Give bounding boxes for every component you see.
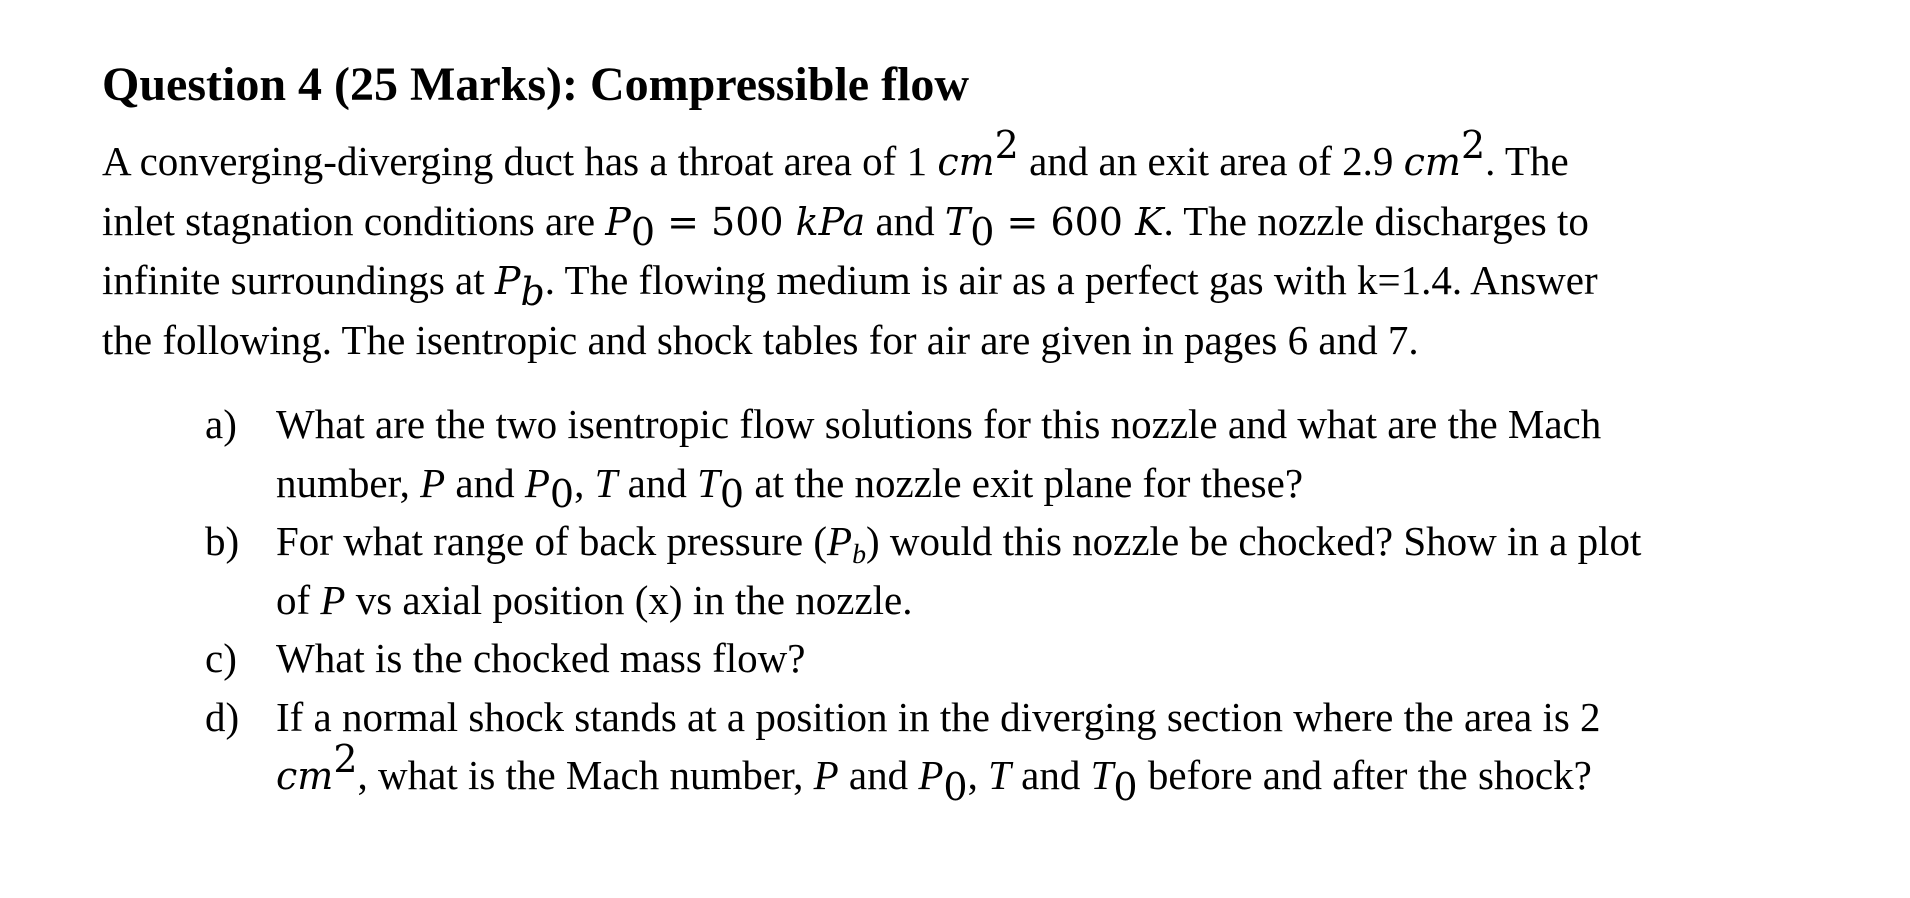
subscript-0: 0 (943, 764, 968, 809)
part-a (102, 395, 1862, 517)
text: and (617, 459, 698, 506)
superscript-2: 2 (994, 122, 1019, 167)
part-line (276, 512, 1862, 571)
equation-text: = 600 (994, 199, 1136, 244)
part-line (276, 571, 1862, 630)
statement-line-3 (102, 251, 1862, 314)
statement-line-1 (102, 122, 1862, 192)
subscript-0: 0 (719, 472, 745, 517)
problem-statement (102, 122, 1862, 369)
text: , (967, 752, 989, 798)
text: vs axial position (x) in the nozzle. (345, 576, 913, 623)
part-marker: a) (205, 401, 237, 447)
text: , what is the Mach number, (357, 752, 814, 798)
text: and (1010, 752, 1091, 798)
symbol-T: T (594, 459, 618, 506)
unit-kPa: kPa (795, 199, 866, 244)
text: and an exit area of 2.9 (1018, 138, 1404, 184)
subscript-b: b (852, 538, 867, 570)
subscript-0: 0 (630, 210, 656, 255)
part-marker: b) (205, 518, 240, 564)
question-title: Question 4 (25 Marks): Compressible flow (102, 58, 970, 111)
symbol-T: T (1090, 752, 1114, 798)
subscript-0: 0 (970, 210, 995, 255)
text: and (865, 197, 945, 244)
text: at the nozzle exit plane for these? (744, 459, 1304, 506)
text: infinite surroundings at (102, 257, 495, 303)
part-b (102, 512, 1862, 629)
text: and (838, 752, 919, 798)
symbol-P: P (494, 259, 521, 303)
symbol-P: P (320, 576, 346, 623)
symbol-T: T (944, 199, 971, 244)
unit-cm: cm (1403, 140, 1461, 184)
symbol-P: P (918, 752, 944, 798)
text: , (574, 459, 595, 506)
question-parts-list (102, 395, 1862, 809)
symbol-P: P (524, 459, 550, 506)
part-line: What are the two isentropic flow solutions for this nozzle and what are the Mach (276, 401, 1602, 447)
part-d (102, 688, 1862, 809)
subscript-b: b (520, 269, 545, 314)
unit-cm: cm (276, 754, 334, 798)
text: . The nozzle discharges to (1163, 197, 1589, 244)
symbol-T: T (697, 459, 720, 506)
part-text (276, 512, 1862, 629)
superscript-2: 2 (1460, 122, 1486, 167)
part-line: If a normal shock stands at a position in the diverging section where the area is 2 (276, 693, 1601, 740)
statement-line-4: the following. The isentropic and shock tables for air are given in pages 6 and 7. (102, 316, 1419, 363)
symbol-P: P (813, 752, 839, 798)
part-line: What is the chocked mass flow? (276, 635, 806, 681)
symbol-T: T (988, 752, 1011, 798)
superscript-2: 2 (333, 736, 358, 781)
part-text (276, 629, 1862, 688)
unit-K: K (1135, 199, 1164, 244)
unit-cm: cm (937, 140, 995, 184)
statement-line-2 (102, 192, 1862, 255)
text: A converging-diverging duct has a throat area of 1 (102, 138, 938, 184)
text: number, (276, 459, 421, 506)
equation-text: = 500 (655, 199, 796, 244)
text: . The (1485, 138, 1569, 184)
text: ) would this nozzle be chocked? Show in a plot (866, 518, 1642, 564)
subscript-0: 0 (549, 472, 575, 517)
text: before and after the shock? (1137, 752, 1592, 798)
symbol-P: P (420, 459, 446, 506)
part-marker: c) (205, 635, 237, 681)
part-c (102, 629, 1862, 688)
text: inlet stagnation conditions are (102, 197, 606, 244)
text: of (276, 576, 321, 623)
part-line (276, 454, 1862, 517)
symbol-P: P (827, 518, 853, 564)
subscript-0: 0 (1113, 764, 1138, 809)
question-page (102, 50, 1862, 809)
part-marker: d) (205, 693, 240, 740)
part-text (276, 688, 1862, 809)
part-line (276, 736, 1862, 809)
text: and (445, 459, 525, 506)
symbol-P: P (605, 199, 631, 244)
text: . The flowing medium is air as a perfect gas with k=1.4. Answer (544, 257, 1598, 303)
part-text (276, 395, 1862, 517)
text: For what range of back pressure ( (276, 518, 828, 564)
